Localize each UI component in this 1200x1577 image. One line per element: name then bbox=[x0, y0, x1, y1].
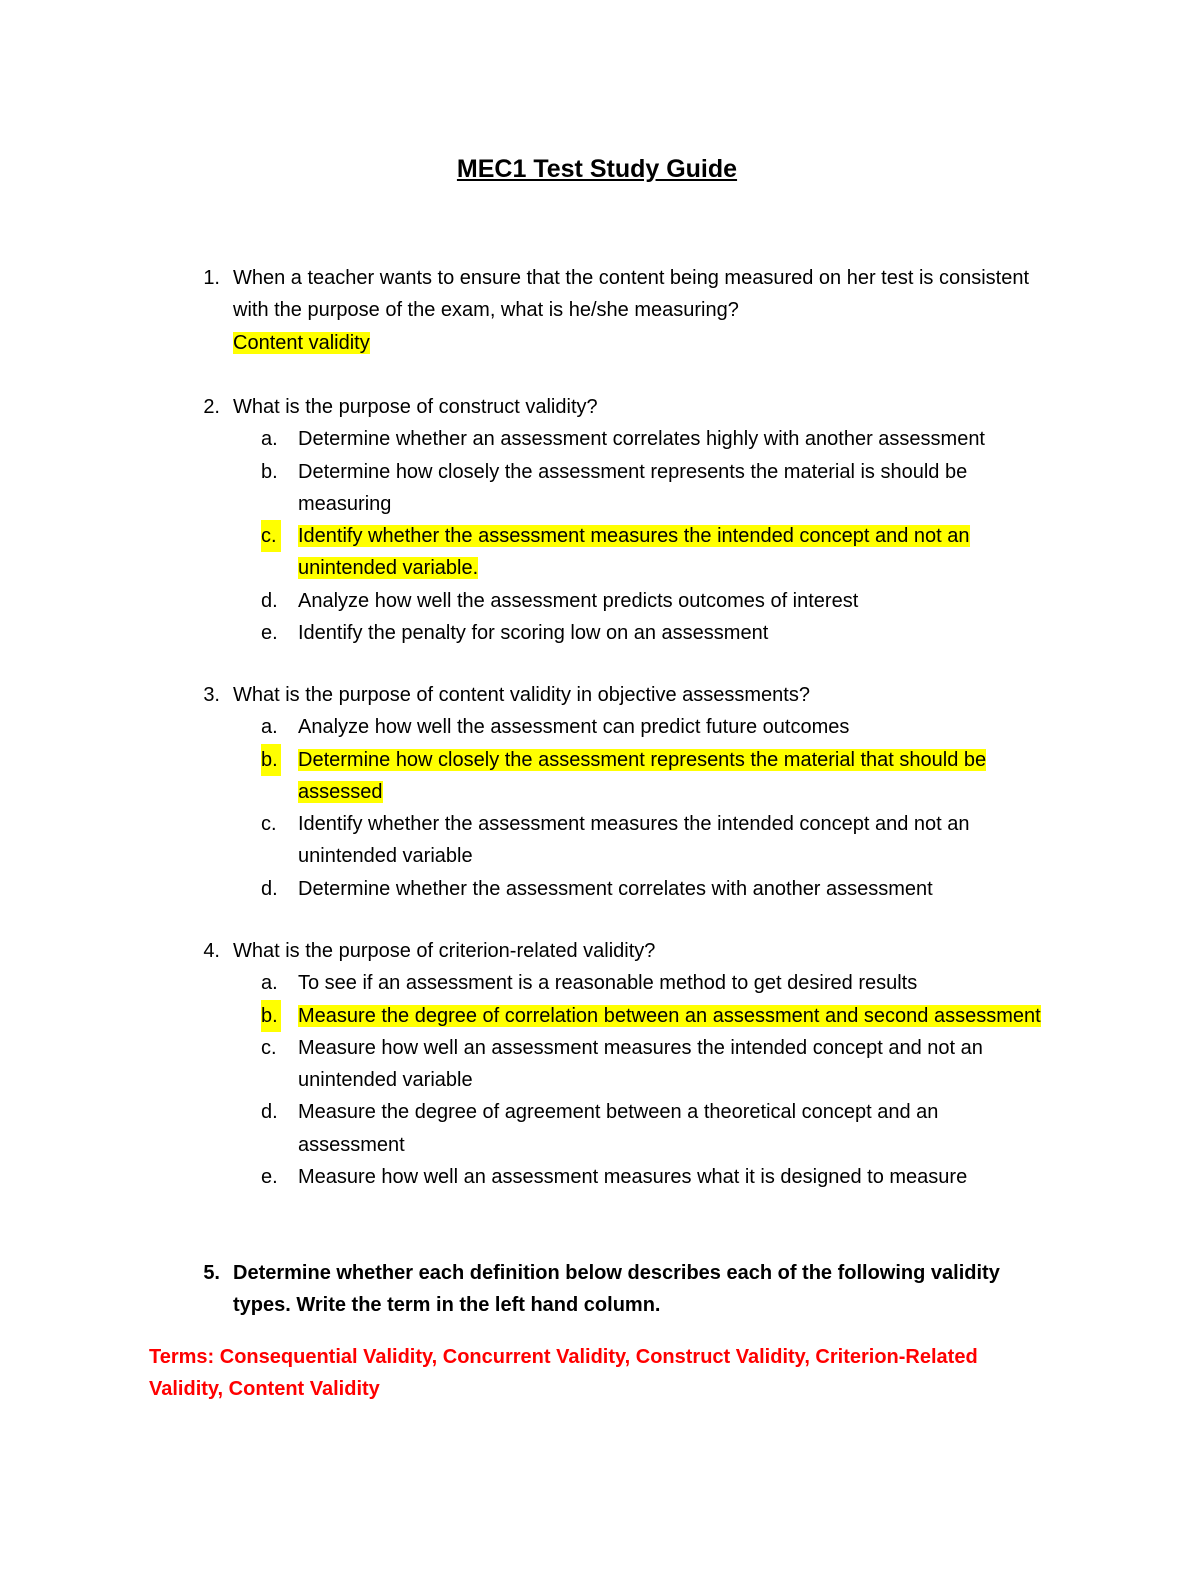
option-d: d. Measure the degree of agreement between a theoretical concept and an assessment bbox=[233, 1096, 1044, 1161]
option-d: d. Determine whether the assessment correlates with another assessment bbox=[233, 873, 1044, 905]
option-a: a. Analyze how well the assessment can predict future outcomes bbox=[233, 711, 1044, 743]
question-text: When a teacher wants to ensure that the content being measured on her test is consistent with the purpose of the exam, what is he/she measuring? bbox=[233, 267, 1030, 322]
option-b-correct: b. Determine how closely the assessment represents the material that should be assessed bbox=[233, 744, 1044, 809]
option-c: c. Identify whether the assessment measures the intended concept and not an unintended variable bbox=[233, 808, 1044, 873]
option-text: Identify the penalty for scoring low on an assessment bbox=[298, 622, 769, 645]
option-b-correct: b. Measure the degree of correlation between an assessment and second assessment bbox=[233, 1000, 1044, 1032]
question-text: What is the purpose of construct validity? bbox=[233, 396, 598, 418]
option-e: e. Identify the penalty for scoring low on an assessment bbox=[233, 617, 1044, 649]
option-text: Measure the degree of agreement between a theoretical concept and an assessment bbox=[298, 1101, 939, 1156]
option-text: Determine how closely the assessment represents the material is should be measuring bbox=[298, 460, 968, 515]
option-text: Analyze how well the assessment can predict future outcomes bbox=[298, 716, 850, 739]
question-number: 3. bbox=[203, 684, 220, 706]
option-e: e. Measure how well an assessment measures what it is designed to measure bbox=[233, 1161, 1044, 1193]
option-text: Analyze how well the assessment predicts outcomes of interest bbox=[298, 589, 859, 612]
option-text: Determine whether the assessment correlates with another assessment bbox=[298, 877, 933, 900]
option-text: To see if an assessment is a reasonable method to get desired results bbox=[298, 972, 918, 995]
question-number: 5. bbox=[203, 1262, 220, 1284]
option-text: Measure how well an assessment measures the intended concept and not an unintended variable bbox=[298, 1036, 983, 1092]
terms-list: Terms: Consequential Validity, Concurrent Validity, Construct Validity, Criterion-Related Validity, Content Validity bbox=[149, 1346, 978, 1401]
question-text: Determine whether each definition below describes each of the following validity types. Write the term in the left hand column. bbox=[233, 1262, 1000, 1317]
question-3 bbox=[194, 679, 1044, 905]
option-b: b. Determine how closely the assessment represents the material is should be measuring bbox=[233, 456, 1044, 521]
answer-highlight: Content validity bbox=[233, 331, 370, 354]
option-a: a. Determine whether an assessment correlates highly with another assessment bbox=[233, 423, 1044, 455]
question-4 bbox=[194, 935, 1044, 1193]
question-text: What is the purpose of criterion-related validity? bbox=[233, 940, 656, 962]
question-number: 4. bbox=[203, 940, 220, 962]
page-title: MEC1 Test Study Guide bbox=[456, 155, 738, 183]
option-text: Measure how well an assessment measures what it is designed to measure bbox=[298, 1166, 968, 1189]
question-number: 2. bbox=[203, 396, 220, 418]
option-text: Measure the degree of correlation between an assessment and second assessment bbox=[298, 1004, 1041, 1027]
option-text: Identify whether the assessment measures the intended concept and not an unintended variable bbox=[298, 813, 970, 868]
option-a: a. To see if an assessment is a reasonable method to get desired results bbox=[233, 967, 1044, 999]
question-1 bbox=[194, 262, 1044, 359]
option-d: d. Analyze how well the assessment predicts outcomes of interest bbox=[233, 585, 1044, 617]
option-c: c. Measure how well an assessment measures the intended concept and not an unintended variable bbox=[233, 1032, 1044, 1097]
question-5 bbox=[194, 1257, 1044, 1322]
option-text: Identify whether the assessment measures the intended concept and not an unintended variable. bbox=[298, 525, 970, 580]
question-2 bbox=[194, 391, 1044, 649]
question-number: 1. bbox=[203, 267, 220, 289]
question-text: What is the purpose of content validity in objective assessments? bbox=[233, 684, 810, 706]
option-text: Determine how closely the assessment represents the material that should be assessed bbox=[298, 748, 987, 803]
option-c-correct: c. Identify whether the assessment measures the intended concept and not an unintended variable. bbox=[233, 520, 1044, 585]
option-text: Determine whether an assessment correlates highly with another assessment bbox=[298, 428, 985, 451]
